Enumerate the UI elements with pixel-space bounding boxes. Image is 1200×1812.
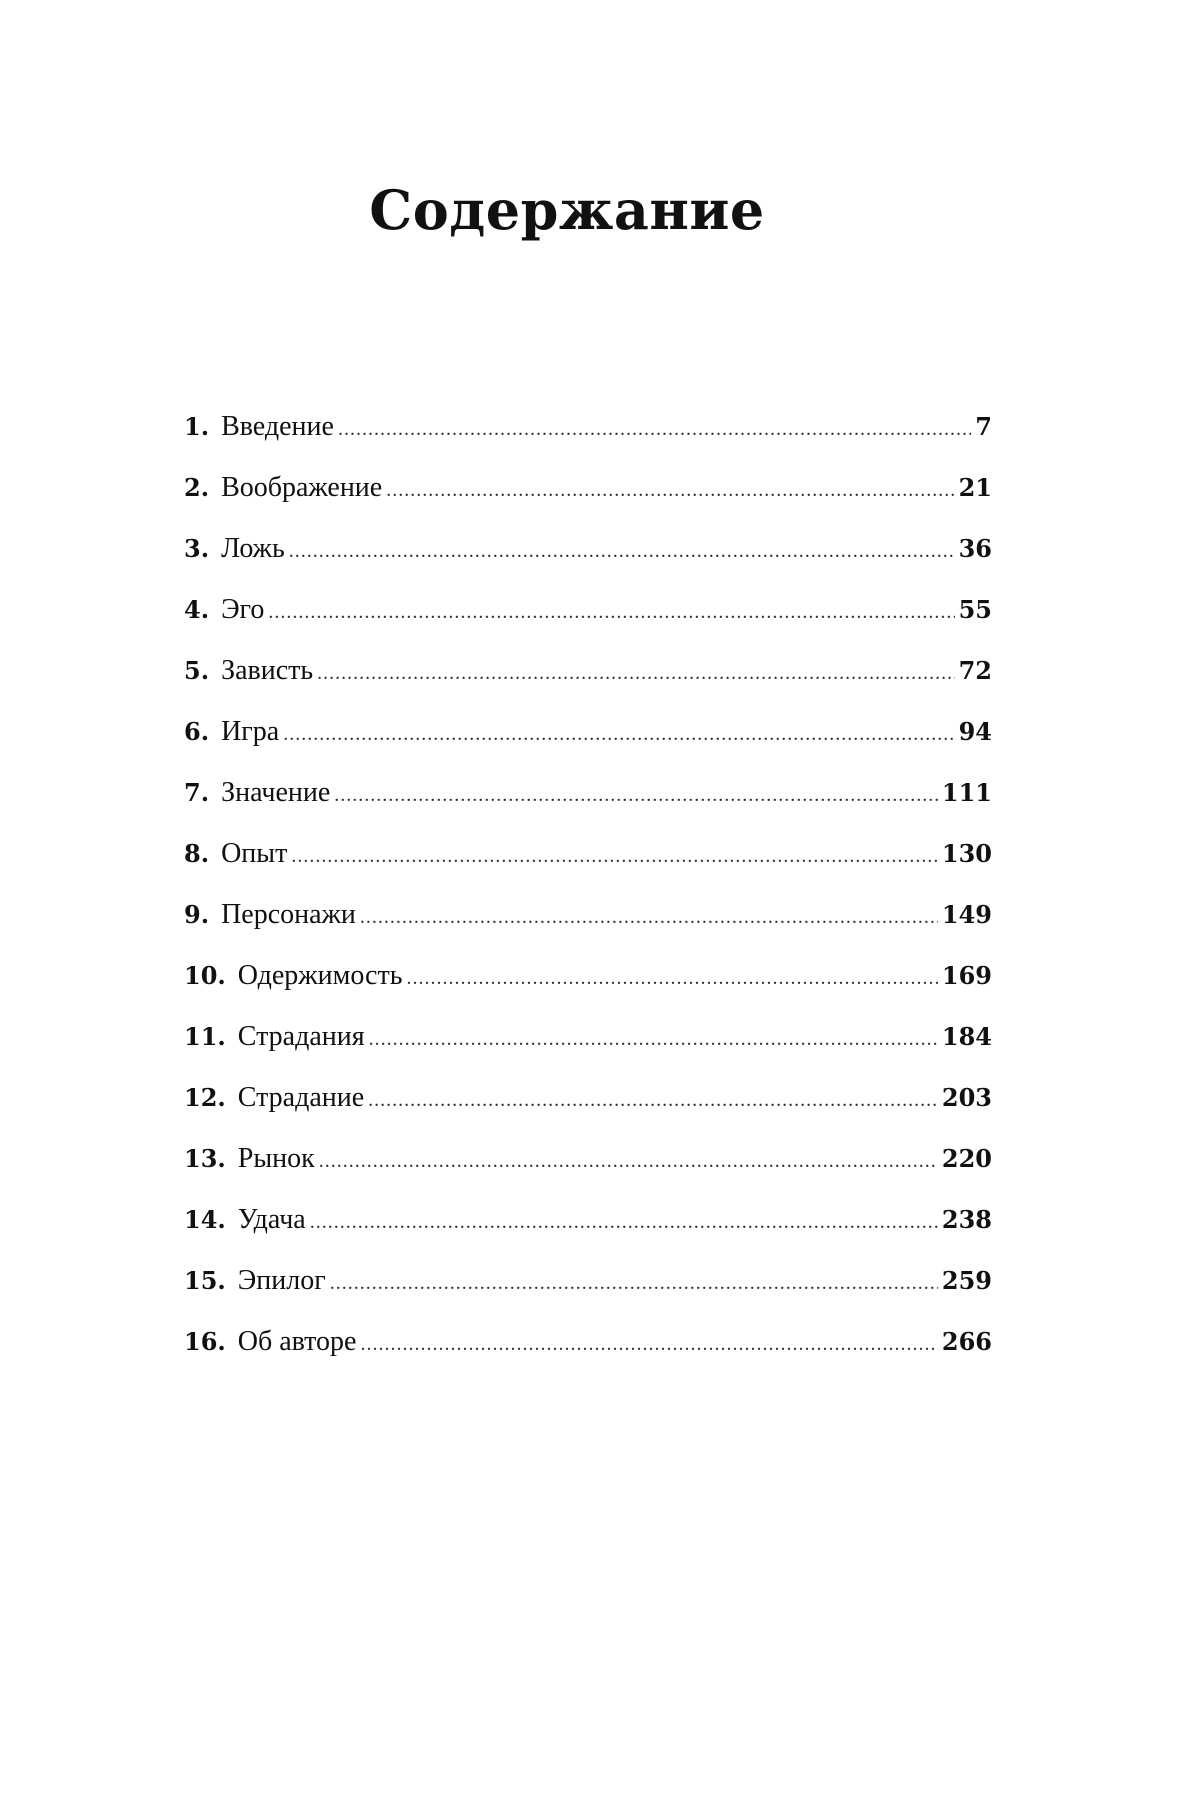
chapter-number: 2.	[184, 473, 210, 502]
chapter-number: 12.	[184, 1083, 226, 1112]
chapter-title: Персонажи	[221, 899, 356, 930]
page-number: 55	[958, 595, 992, 624]
page-number: 7	[975, 412, 992, 441]
dot-leader	[310, 1192, 938, 1253]
dot-leader	[268, 582, 954, 643]
page-number: 36	[958, 534, 992, 563]
chapter-title: Эго	[221, 594, 265, 625]
toc-entry[interactable]	[184, 1006, 992, 1067]
toc-entry[interactable]	[184, 762, 992, 823]
chapter-title: Удача	[237, 1204, 306, 1235]
page-number: 238	[941, 1205, 992, 1234]
toc-entry[interactable]	[184, 1189, 992, 1250]
chapter-title: Введение	[221, 411, 334, 442]
toc-entry[interactable]	[184, 396, 992, 457]
dot-leader	[317, 643, 954, 704]
page-number: 94	[958, 717, 992, 746]
toc-entry[interactable]	[184, 518, 992, 579]
page-title: Содержание	[369, 178, 765, 242]
page-number: 21	[958, 473, 992, 502]
toc-entry[interactable]	[184, 1128, 992, 1189]
page-number: 266	[941, 1327, 992, 1356]
chapter-title: Одержимость	[237, 960, 403, 991]
dot-leader	[406, 948, 937, 1009]
dot-leader	[369, 1009, 938, 1070]
toc-entry[interactable]	[184, 1067, 992, 1128]
chapter-number: 15.	[184, 1266, 226, 1295]
dot-leader	[319, 1131, 938, 1192]
dot-leader	[291, 826, 938, 887]
page-number: 149	[941, 900, 992, 929]
toc-entry[interactable]	[184, 823, 992, 884]
chapter-number: 7.	[184, 778, 210, 807]
toc-entry[interactable]	[184, 884, 992, 945]
page-number: 169	[941, 961, 992, 990]
toc-entry[interactable]	[184, 701, 992, 762]
chapter-title: Значение	[221, 777, 331, 808]
page-number: 72	[958, 656, 992, 685]
chapter-number: 9.	[184, 900, 210, 929]
chapter-title: Страдания	[237, 1021, 365, 1052]
chapter-title: Опыт	[221, 838, 288, 869]
chapter-number: 3.	[184, 534, 210, 563]
chapter-title: Об авторе	[237, 1326, 357, 1357]
toc-entry[interactable]	[184, 1250, 992, 1311]
chapter-title: Рынок	[237, 1143, 315, 1174]
chapter-title: Воображение	[221, 472, 383, 503]
dot-leader	[360, 1314, 937, 1375]
chapter-number: 14.	[184, 1205, 226, 1234]
page-number: 111	[941, 778, 992, 807]
chapter-title: Эпилог	[237, 1265, 326, 1296]
dot-leader	[289, 521, 955, 582]
dot-leader	[330, 1253, 938, 1314]
dot-leader	[338, 399, 971, 460]
page-number: 220	[941, 1144, 992, 1173]
toc-entry[interactable]	[184, 457, 992, 518]
page-number: 203	[941, 1083, 992, 1112]
chapter-number: 8.	[184, 839, 210, 868]
toc-entry[interactable]	[184, 640, 992, 701]
dot-leader	[368, 1070, 938, 1131]
page-number: 259	[941, 1266, 992, 1295]
dot-leader	[360, 887, 938, 948]
table-of-contents	[184, 396, 992, 1372]
chapter-number: 4.	[184, 595, 210, 624]
dot-leader	[386, 460, 954, 521]
chapter-number: 1.	[184, 412, 210, 441]
chapter-number: 6.	[184, 717, 210, 746]
page-number: 184	[941, 1022, 992, 1051]
page-number: 130	[941, 839, 992, 868]
chapter-number: 5.	[184, 656, 210, 685]
chapter-number: 13.	[184, 1144, 226, 1173]
toc-entry[interactable]	[184, 579, 992, 640]
toc-entry[interactable]	[184, 945, 992, 1006]
chapter-number: 10.	[184, 961, 226, 990]
chapter-title: Страдание	[237, 1082, 365, 1113]
chapter-number: 16.	[184, 1327, 226, 1356]
chapter-title: Игра	[221, 716, 280, 747]
dot-leader	[334, 765, 938, 826]
toc-entry[interactable]	[184, 1311, 992, 1372]
dot-leader	[283, 704, 954, 765]
chapter-number: 11.	[184, 1022, 226, 1051]
chapter-title: Ложь	[221, 533, 285, 564]
chapter-title: Зависть	[221, 655, 314, 686]
